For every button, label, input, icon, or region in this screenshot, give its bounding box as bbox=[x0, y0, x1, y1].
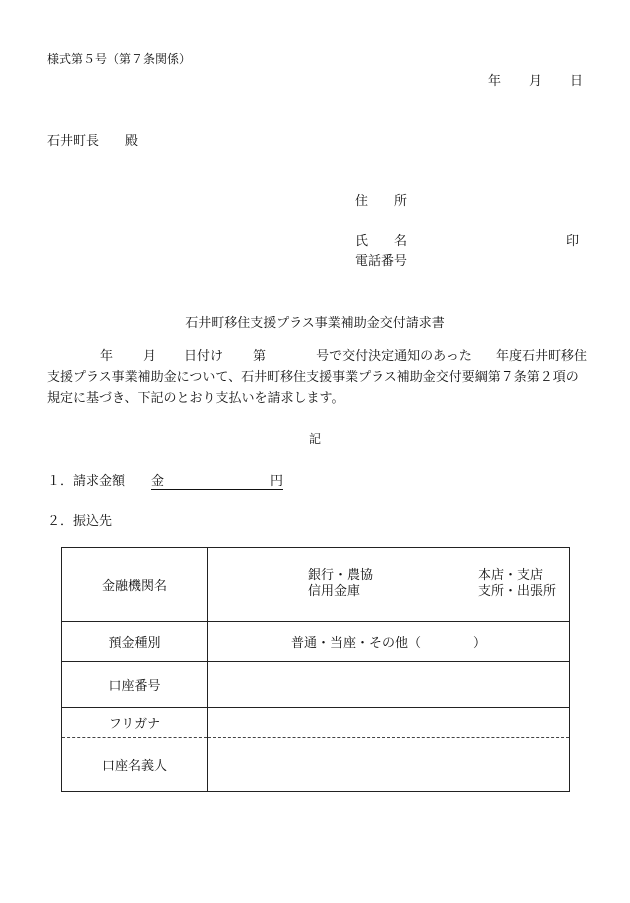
request-amount-label: １．請求金額 bbox=[47, 474, 126, 489]
institution-label: 金融機関名 bbox=[62, 548, 208, 622]
bank-type-bank-agri: 銀行・農協 bbox=[308, 568, 374, 583]
branch-type-right bbox=[478, 568, 556, 600]
name-label: 氏 名 bbox=[355, 234, 408, 249]
kin-label: 金 bbox=[151, 474, 165, 489]
body-month: 月 bbox=[143, 349, 157, 364]
seal-mark: 印 bbox=[566, 234, 580, 249]
yen-label: 円 bbox=[270, 474, 284, 489]
bank-type-shinkin: 信用金庫 bbox=[308, 584, 361, 599]
furigana-label: フリガナ bbox=[62, 708, 208, 738]
address-label: 住 所 bbox=[355, 194, 408, 209]
deposit-type-value[interactable]: 普通・当座・その他（ ） bbox=[208, 622, 570, 662]
branch-type-main: 本店・支店 bbox=[478, 568, 544, 583]
account-number-label: 口座番号 bbox=[62, 662, 208, 708]
body-rest: 年度石井町移住支援プラス事業補助金について、石井町移住支援事業プラス補助金交付要綱第７条第２項の規定に基づき、下記のとおり支払いを請求します。 bbox=[47, 349, 587, 406]
transfer-destination-heading: ２．振込先 bbox=[47, 514, 113, 529]
ki-heading: 記 bbox=[308, 432, 321, 446]
request-amount-row bbox=[47, 470, 283, 490]
date-line bbox=[488, 70, 583, 89]
body-dated: 日付け bbox=[184, 349, 224, 364]
request-body bbox=[47, 346, 587, 409]
account-holder-field[interactable] bbox=[208, 738, 570, 792]
deposit-type-label: 預金種別 bbox=[62, 622, 208, 662]
date-month: 月 bbox=[529, 74, 543, 89]
form-number: 様式第５号（第７条関係） bbox=[47, 52, 192, 66]
body-number: 第 bbox=[253, 349, 267, 364]
furigana-field[interactable] bbox=[208, 708, 570, 738]
addressee-name: 石井町長 bbox=[47, 134, 100, 149]
bank-type-left bbox=[308, 568, 373, 600]
account-number-field[interactable] bbox=[208, 662, 570, 708]
branch-type-office: 支所・出張所 bbox=[478, 584, 557, 599]
account-holder-label: 口座名義人 bbox=[62, 738, 208, 792]
request-amount-field[interactable] bbox=[151, 470, 283, 490]
body-notice: 号で交付決定通知のあった bbox=[316, 349, 472, 364]
phone-label: 電話番号 bbox=[355, 254, 408, 269]
institution-cell[interactable] bbox=[208, 548, 570, 622]
addressee-honorific: 殿 bbox=[125, 134, 139, 149]
addressee bbox=[47, 130, 138, 149]
bank-account-table bbox=[61, 547, 570, 792]
date-year: 年 bbox=[488, 74, 502, 89]
date-day: 日 bbox=[570, 74, 584, 89]
document-title: 石井町移住支援プラス事業補助金交付請求書 bbox=[185, 316, 445, 331]
body-year: 年 bbox=[100, 349, 114, 364]
